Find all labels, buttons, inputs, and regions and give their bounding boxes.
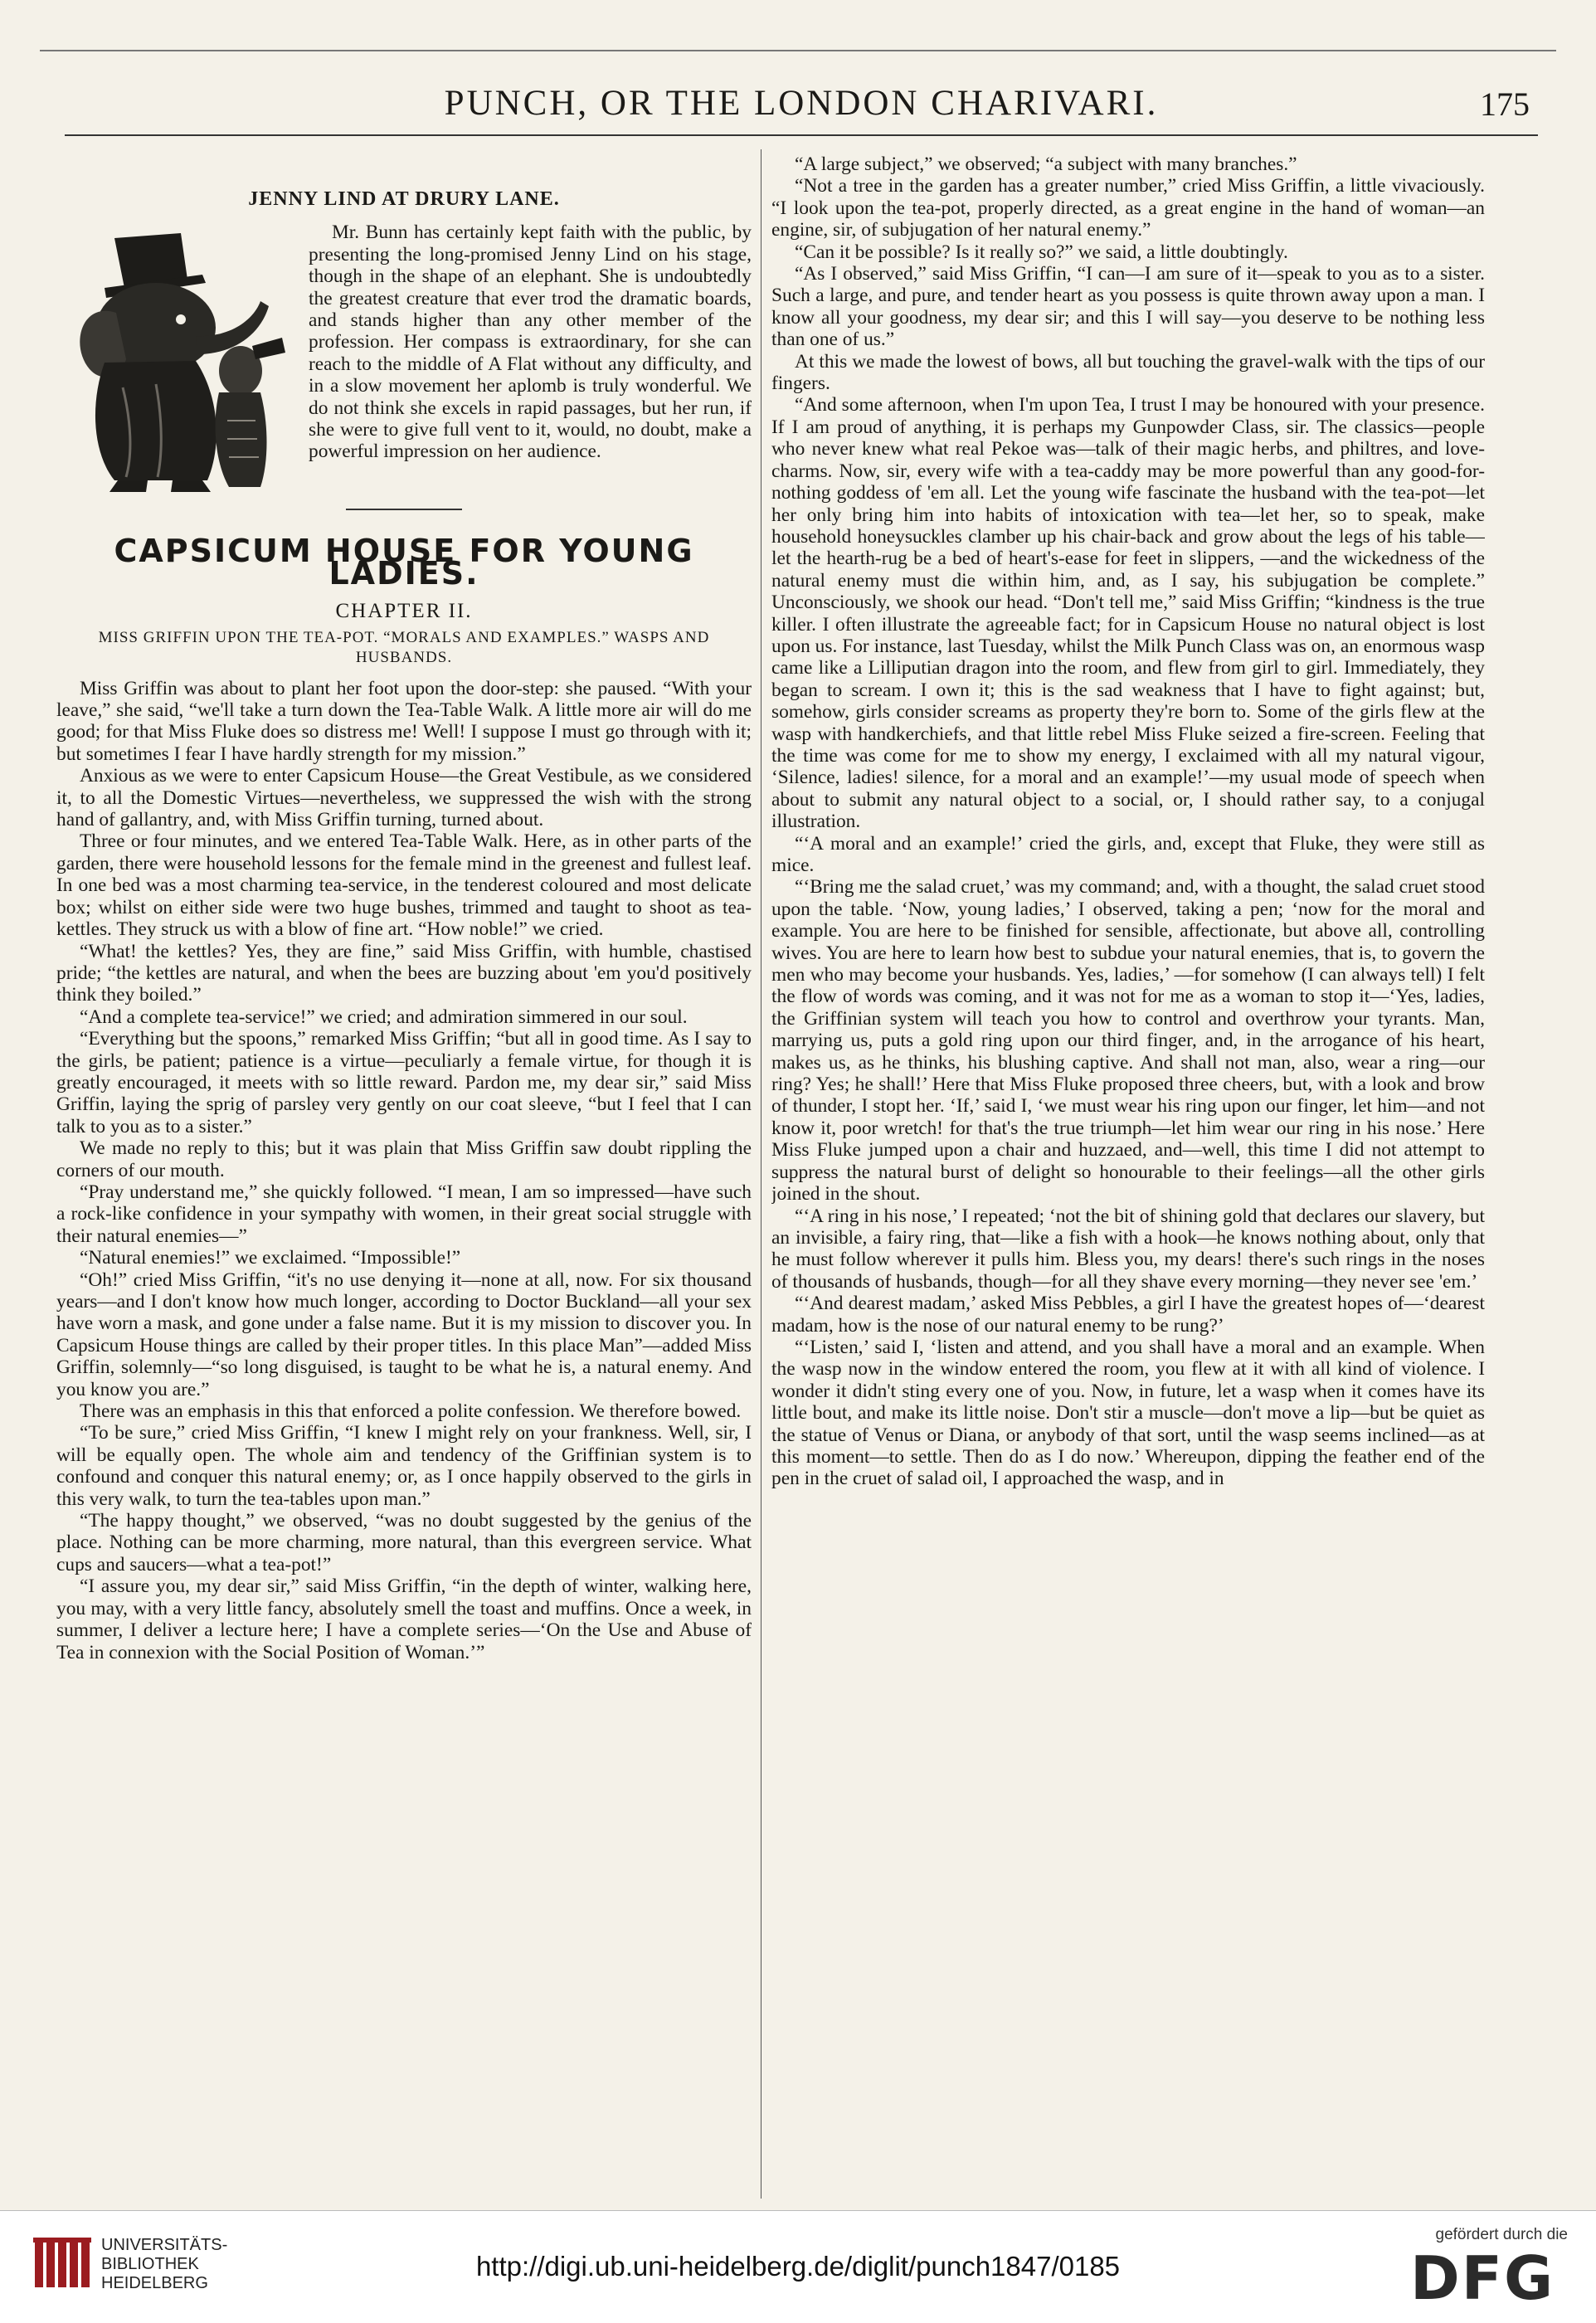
paragraph: There was an emphasis in this that enforced a polite confession. We therefore bowed. bbox=[80, 1400, 742, 1423]
paragraph: “I assure you, my dear sir,” said Miss Griffin, “in the depth of winter, walking here, you may, with a very little fancy, absolutely smell the toast and muffins. Once a week, in summer, I deliver a lecture here; I have a complete series—‘On the Use and Abuse of Tea in connexion with the Social Position of Woman.’” bbox=[56, 1575, 752, 1663]
section-separator bbox=[346, 509, 462, 510]
funding-note: gefördert durch die bbox=[1435, 2226, 1568, 2243]
chapter-heading: CHAPTER II. bbox=[335, 600, 473, 623]
institution-line: UNIVERSITÄTS- bbox=[101, 2236, 228, 2254]
paragraph: “Oh!” cried Miss Griffin, “it's no use denying it—none at all, now. For six thousand years—and I don't know how much longer, according to Doctor Buckland—all your sex have worn a mask, and gone under a false name. But it is my mission to discover you. In Capsicum House things are called by their proper titles. In this place Man”—added Miss Griffin, solemnly—“so long disguised, is taught to be what he is, a natural enemy. And you know you are.” bbox=[56, 1269, 752, 1400]
elephant-illustration bbox=[56, 222, 297, 497]
viewer-footer bbox=[0, 2210, 1596, 2323]
right-column bbox=[771, 153, 1485, 2207]
chapter-subtitle: MISS GRIFFIN UPON THE TEA-POT. “MORALS AND EXAMPLES.” WASPS AND HUSBANDS. bbox=[98, 628, 710, 666]
paragraph: “A large subject,” we observed; “a subject with many branches.” bbox=[795, 153, 1297, 175]
column-divider bbox=[761, 149, 762, 2199]
header-title: PUNCH, OR THE LONDON CHARIVARI. bbox=[444, 84, 1159, 123]
page-number: 175 bbox=[1480, 85, 1530, 123]
left-column bbox=[56, 153, 752, 2207]
paragraph: “‘Bring me the salad cruet,’ was my command; and, with a thought, the salad cruet stood upon the table. ‘Now, young ladies,’ I observed, taking a pen; ‘now for the moral and example. You are here to be finished for sensible, affectionate, but above all, controlling wives. You are here to learn how best to subdue your natural enemies, that is, to govern the men who may become your husbands. Yes, ladies,’ —for somehow (I can always tell) I felt the flow of words was coming, and it was not for me as a woman to stop it—‘Yes, ladies, the Griffinian system will teach you how to control and overthrow your tyrants. Man, marrying us, puts a gold ring upon our third finger, and, in the arrogance of his heart, makes us, as he thinks, his blushing captive. And shall not man, also, wear a ring—our ring? Yes; he shall!’ Here that Miss Fluke proposed three cheers, but, with a look and brow of thunder, I stopt her. ‘If,’ said I, ‘we must wear his ring upon our finger, let him—and not know it, poor wretch! for that's the true triumph—let him wear our ring in his nose.’ Here Miss Fluke jumped upon a chair and huzzaed, and—well, this time I did not attempt to suppress the natural burst of delight so honourable to their feelings—all the other girls joined in the shout. bbox=[771, 876, 1485, 1205]
paragraph: Miss Griffin was about to plant her foot upon the door-step: she paused. “With your leave,” she said, “we'll take a turn down the Tea-Table Walk. A little more air will do me good; for that Miss Fluke does so distress me! Well! I suppose I must go through with it; but sometimes I fear I have hardly strength for my mission.” bbox=[56, 677, 752, 765]
paragraph: “‘A ring in his nose,’ I repeated; ‘not the bit of shining gold that declares our slavery, but an invisible, a fairy ring, that—like a fish with a hook—he knows nothing about, only that he must follow wherever it pulls him. Bless you, my dears! there's such rings in the noses of thousands of husbands, though—for all they shave every morning—they never see 'em.’ bbox=[771, 1205, 1485, 1293]
article-title-jenny-lind: JENNY LIND AT DRURY LANE. bbox=[248, 188, 560, 210]
paragraph: “The happy thought,” we observed, “was no doubt suggested by the genius of the place. Nothing can be more charming, more natural, than this evergreen service. What cups and saucers—what a tea-pot!” bbox=[56, 1510, 752, 1575]
top-rule bbox=[40, 50, 1556, 51]
paragraph: “‘And dearest madam,’ asked Miss Pebbles, a girl I have the greatest hopes of—‘dearest madam, how is the nose of our natural enemy to be rung?’ bbox=[771, 1293, 1485, 1337]
paragraph: At this we made the lowest of bows, all but touching the gravel-walk with the tips of our fingers. bbox=[771, 350, 1485, 395]
paragraph: “Natural enemies!” we exclaimed. “Impossible!” bbox=[80, 1247, 461, 1269]
source-url-link[interactable]: http://digi.ub.uni-heidelberg.de/diglit/punch1847/0185 bbox=[475, 2251, 1121, 2282]
jenny-lind-paragraph: Mr. Bunn has certainly kept faith with the public, by presenting the long-promised Jenny Lind on his stage, though in the shape of an elephant. She is undoubtedly the greatest creature that ever trod the dramatic boards, and stands higher than any other member of the profession. Her compass is extraordinary, for she can reach to the middle of A Flat without any difficulty, and in a slow movement her aplomb is truly wonderful. We do not think she excels in rapid passages, but her run, if she were to give full vent to it, would, no doubt, make a powerful impression on her audience. bbox=[309, 222, 752, 463]
paragraph: Anxious as we were to enter Capsicum House—the Great Vestibule, as we considered it, to all the Domestic Virtues—nevertheless, we suppressed the wish with the strong hand of gallantry, and, with Miss Griffin turning, turned about. bbox=[56, 765, 752, 831]
paragraph: “What! the kettles? Yes, they are fine,” said Miss Griffin, with humble, chastised pride; “the kettles are natural, and when the bees are buzzing about 'em you'd positively think they boiled.” bbox=[56, 940, 752, 1006]
paragraph: “Can it be possible? Is it really so?” we said, a little doubtingly. bbox=[795, 241, 1288, 263]
dfg-logo-text: DFG bbox=[1410, 2249, 1555, 2306]
paragraph: “Pray understand me,” she quickly followed. “I mean, I am so impressed—have such a rock-like confidence in your sympathy with women, in their great social struggle with their natural enemies—” bbox=[56, 1181, 752, 1247]
paragraph: “To be sure,” cried Miss Griffin, “I knew I might rely on your frankness. Well, sir, I will be equally open. The whole aim and tendency of the Griffinian system is to confound and conquer this natural enemy; or, as I once happily observed to the girls in this very walk, to turn the tea-tables upon man.” bbox=[56, 1422, 752, 1510]
article-title-capsicum-house: CAPSICUM HOUSE FOR YOUNG LADIES. bbox=[114, 533, 694, 592]
paragraph: Three or four minutes, and we entered Tea-Table Walk. Here, as in other parts of the garden, there were household lessons for the female mind in the greenest and fullest leaf. In one bed was a most charming tea-service, in the tenderest coloured and most delicate box; whilst on either side were two huge bushes, trimmed and taught to shoot as tea-kettles. They struck us with a blow of fine art. “How noble!” we cried. bbox=[56, 830, 752, 941]
institution-line: BIBLIOTHEK bbox=[101, 2255, 199, 2273]
paragraph: “And a complete tea-service!” we cried; and admiration simmered in our soul. bbox=[80, 1006, 688, 1028]
paragraph: “As I observed,” said Miss Griffin, “I can—I am sure of it—speak to you as to a sister. Such a large, and pure, and tender heart as you possess is quite thrown away upon a man. I know all your goodness, my dear sir; and this I will say—you deserve to be nothing less than one of us.” bbox=[771, 263, 1485, 351]
institution-line: HEIDELBERG bbox=[101, 2274, 208, 2292]
paragraph: “‘Listen,’ said I, ‘listen and attend, and you shall have a moral and an example. When the wasp now in the window entered the room, you flew at it with all kind of violence. I wonder it didn't sting every one of you. Now, in future, let a wasp when it comes have its little bout, and make its little noise. Don't stir a muscle—don't move a lip—but be quiet as the statue of Venus or Diana, or anybody of that sort, until the wasp seems inclined—as at this moment—to settle. Then do as I do now.’ Whereupon, dipping the feather end of the pen in the cruet of salad oil, I approached the wasp, and in bbox=[771, 1336, 1485, 1490]
paragraph: We made no reply to this; but it was plain that Miss Griffin saw doubt rippling the corners of our mouth. bbox=[56, 1137, 752, 1181]
paragraph: “Everything but the spoons,” remarked Miss Griffin; “but all in good time. As I say to the girls, be patient; patience is a virtue—peculiarly a female virtue, for though it is greatly encouraged, it meets with so little reward. Pardon me, my dear sir,” said Miss Griffin, laying the sprig of parsley very gently on our coat sleeve, “but I feel that I can talk to you as to a sister.” bbox=[56, 1028, 752, 1137]
paragraph: “‘A moral and an example!’ cried the girls, and, except that Fluke, they were still as mice. bbox=[771, 832, 1485, 876]
page-header bbox=[65, 83, 1538, 149]
paragraph: “Not a tree in the garden has a greater number,” cried Miss Griffin, a little vivaciously. “I look upon the tea-pot, properly directed, as a great engine in the hand of woman—an engine, sir, of subjugation of her natural enemy.” bbox=[771, 175, 1485, 241]
paragraph: “And some afternoon, when I'm upon Tea, I trust I may be honoured with your presence. If I am proud of anything, it is perhaps my Gunpowder Class, sir. The classics—people who never knew what real Pekoe was—talk of their magic herbs, and philtres, and love-charms. Now, sir, every wife with a tea-caddy may be more powerful than any good-for-nothing goddess of 'em all. Let the young wife fascinate the husband with the tea-pot—let her only bring him into habits of intoxication with tea—let her, so to speak, make household honeysuckles clamber up his chair-back and grow about the legs of his table—let the hearth-rug be a bed of heart's-ease for feet in slippers, —and the wickedness of the natural enemy must die within him, and, as I say, his subjugation be complete.” Unconsciously, we shook our head. “Don't tell me,” said Miss Griffin; “kindness is the true killer. I often illustrate the agreeable fact; for in Capsicum House no natural object is lost upon us. For instance, last Tuesday, whilst the Milk Punch Class was on, an enormous wasp came like a Lilliputian dragon into the room, and flew from girl to girl. Immediately, they began to scream. I own it; this is the sad weakness that I have to fight against; but, somehow, girls consider screams as property they're born to. Some of the girls flew at the wasp with handkerchiefs, and that little rebel Miss Fluke seized a fire-screen. Feeling that the time was come for me to show my energy, I exclaimed with all my natural vigour, ‘Silence, ladies! silence, for a moral and an example!’—my usual mode of speech when about to submit any natural object to a social, or, I should rather say, to a conjugal illustration. bbox=[771, 394, 1485, 833]
dfg-logo-icon bbox=[1410, 2249, 1568, 2306]
header-rule bbox=[65, 134, 1538, 136]
